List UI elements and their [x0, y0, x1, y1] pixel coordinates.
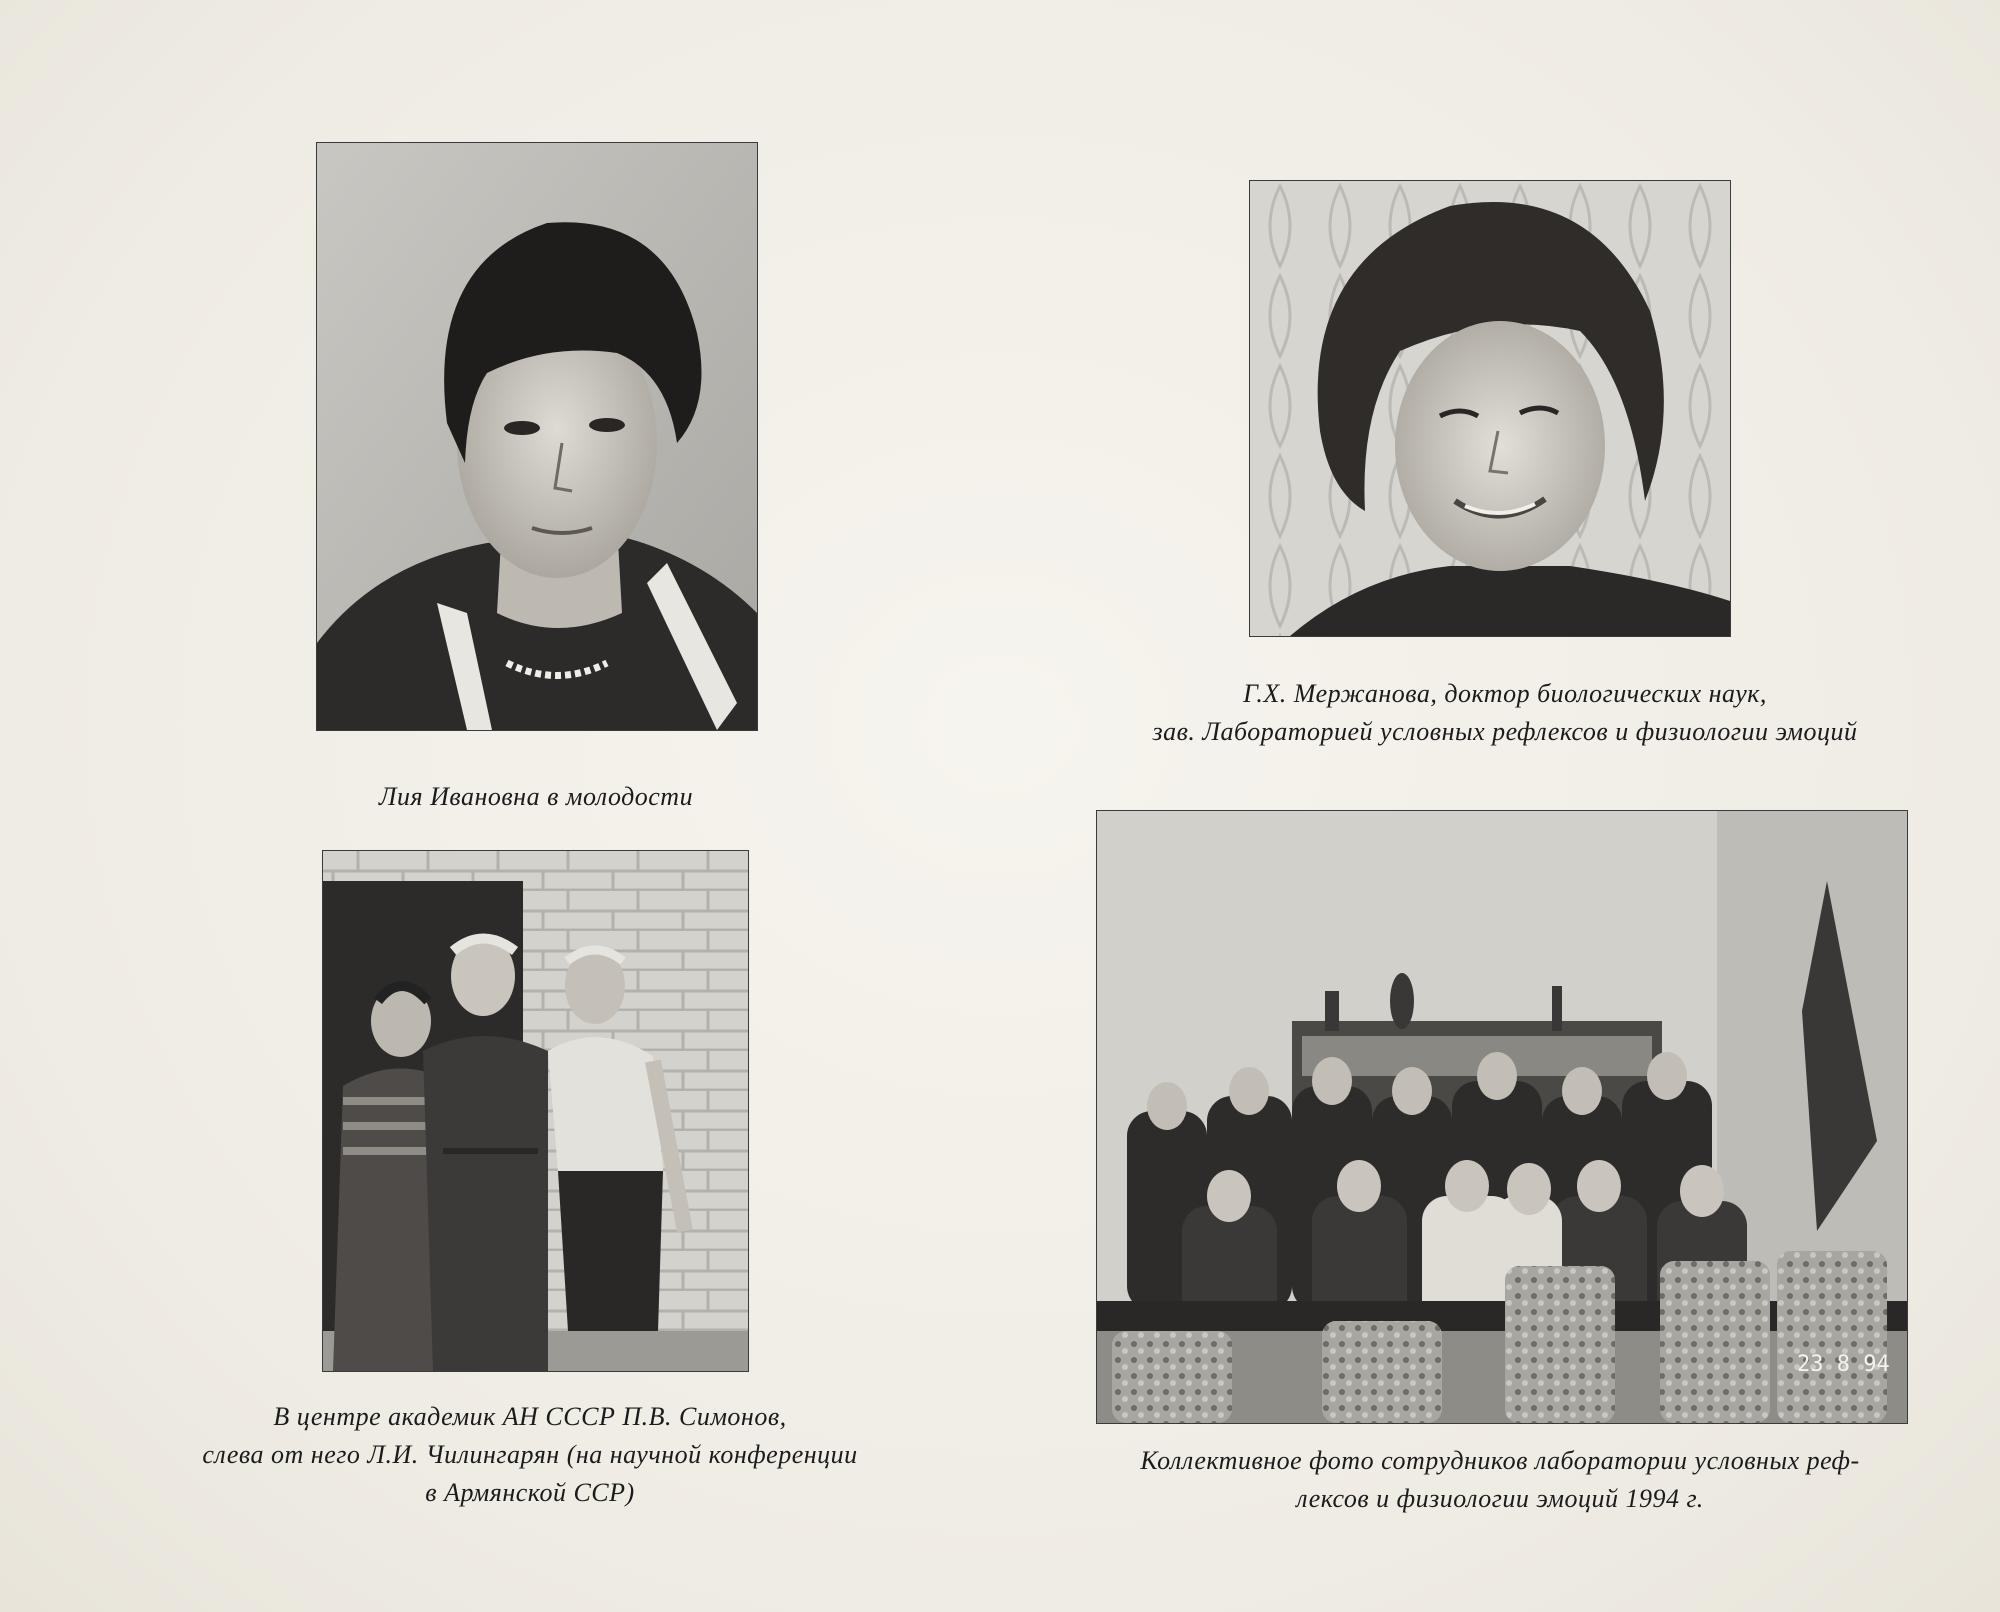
merzhanova-caption: [1095, 675, 1915, 751]
lab-collective-image: [1097, 811, 1907, 1423]
simonov-group-photo: [322, 850, 749, 1372]
simonov-group-image: [323, 851, 748, 1371]
caption-line: Г.Х. Мержанова, доктор биологических наук,: [1243, 679, 1767, 708]
caption-line: В центре академик АН СССР П.В. Симонов,: [273, 1402, 787, 1431]
merzhanova-portrait-image: [1250, 181, 1730, 636]
caption-line: в Армянской ССР): [425, 1478, 635, 1507]
merzhanova-portrait-photo: [1249, 180, 1731, 637]
young-portrait-photo: [316, 142, 758, 731]
date-stamp: 23 8 94: [1797, 1352, 1890, 1377]
caption-line: Лия Ивановна в молодости: [378, 782, 694, 811]
young-portrait-image: [317, 143, 757, 730]
caption-line: Коллективное фото сотрудников лаборатории условных реф-: [1140, 1446, 1860, 1475]
lab-collective-caption: [1050, 1442, 1950, 1518]
caption-line: зав. Лабораторией условных рефлексов и физиологии эмоций: [1152, 717, 1858, 746]
simonov-group-caption: [100, 1398, 960, 1512]
lab-collective-photo: [1096, 810, 1908, 1424]
caption-line: слева от него Л.И. Чилингарян (на научной конференции: [202, 1440, 858, 1469]
young-portrait-caption: [286, 778, 786, 816]
caption-line: лексов и физиологии эмоций 1994 г.: [1296, 1484, 1704, 1513]
